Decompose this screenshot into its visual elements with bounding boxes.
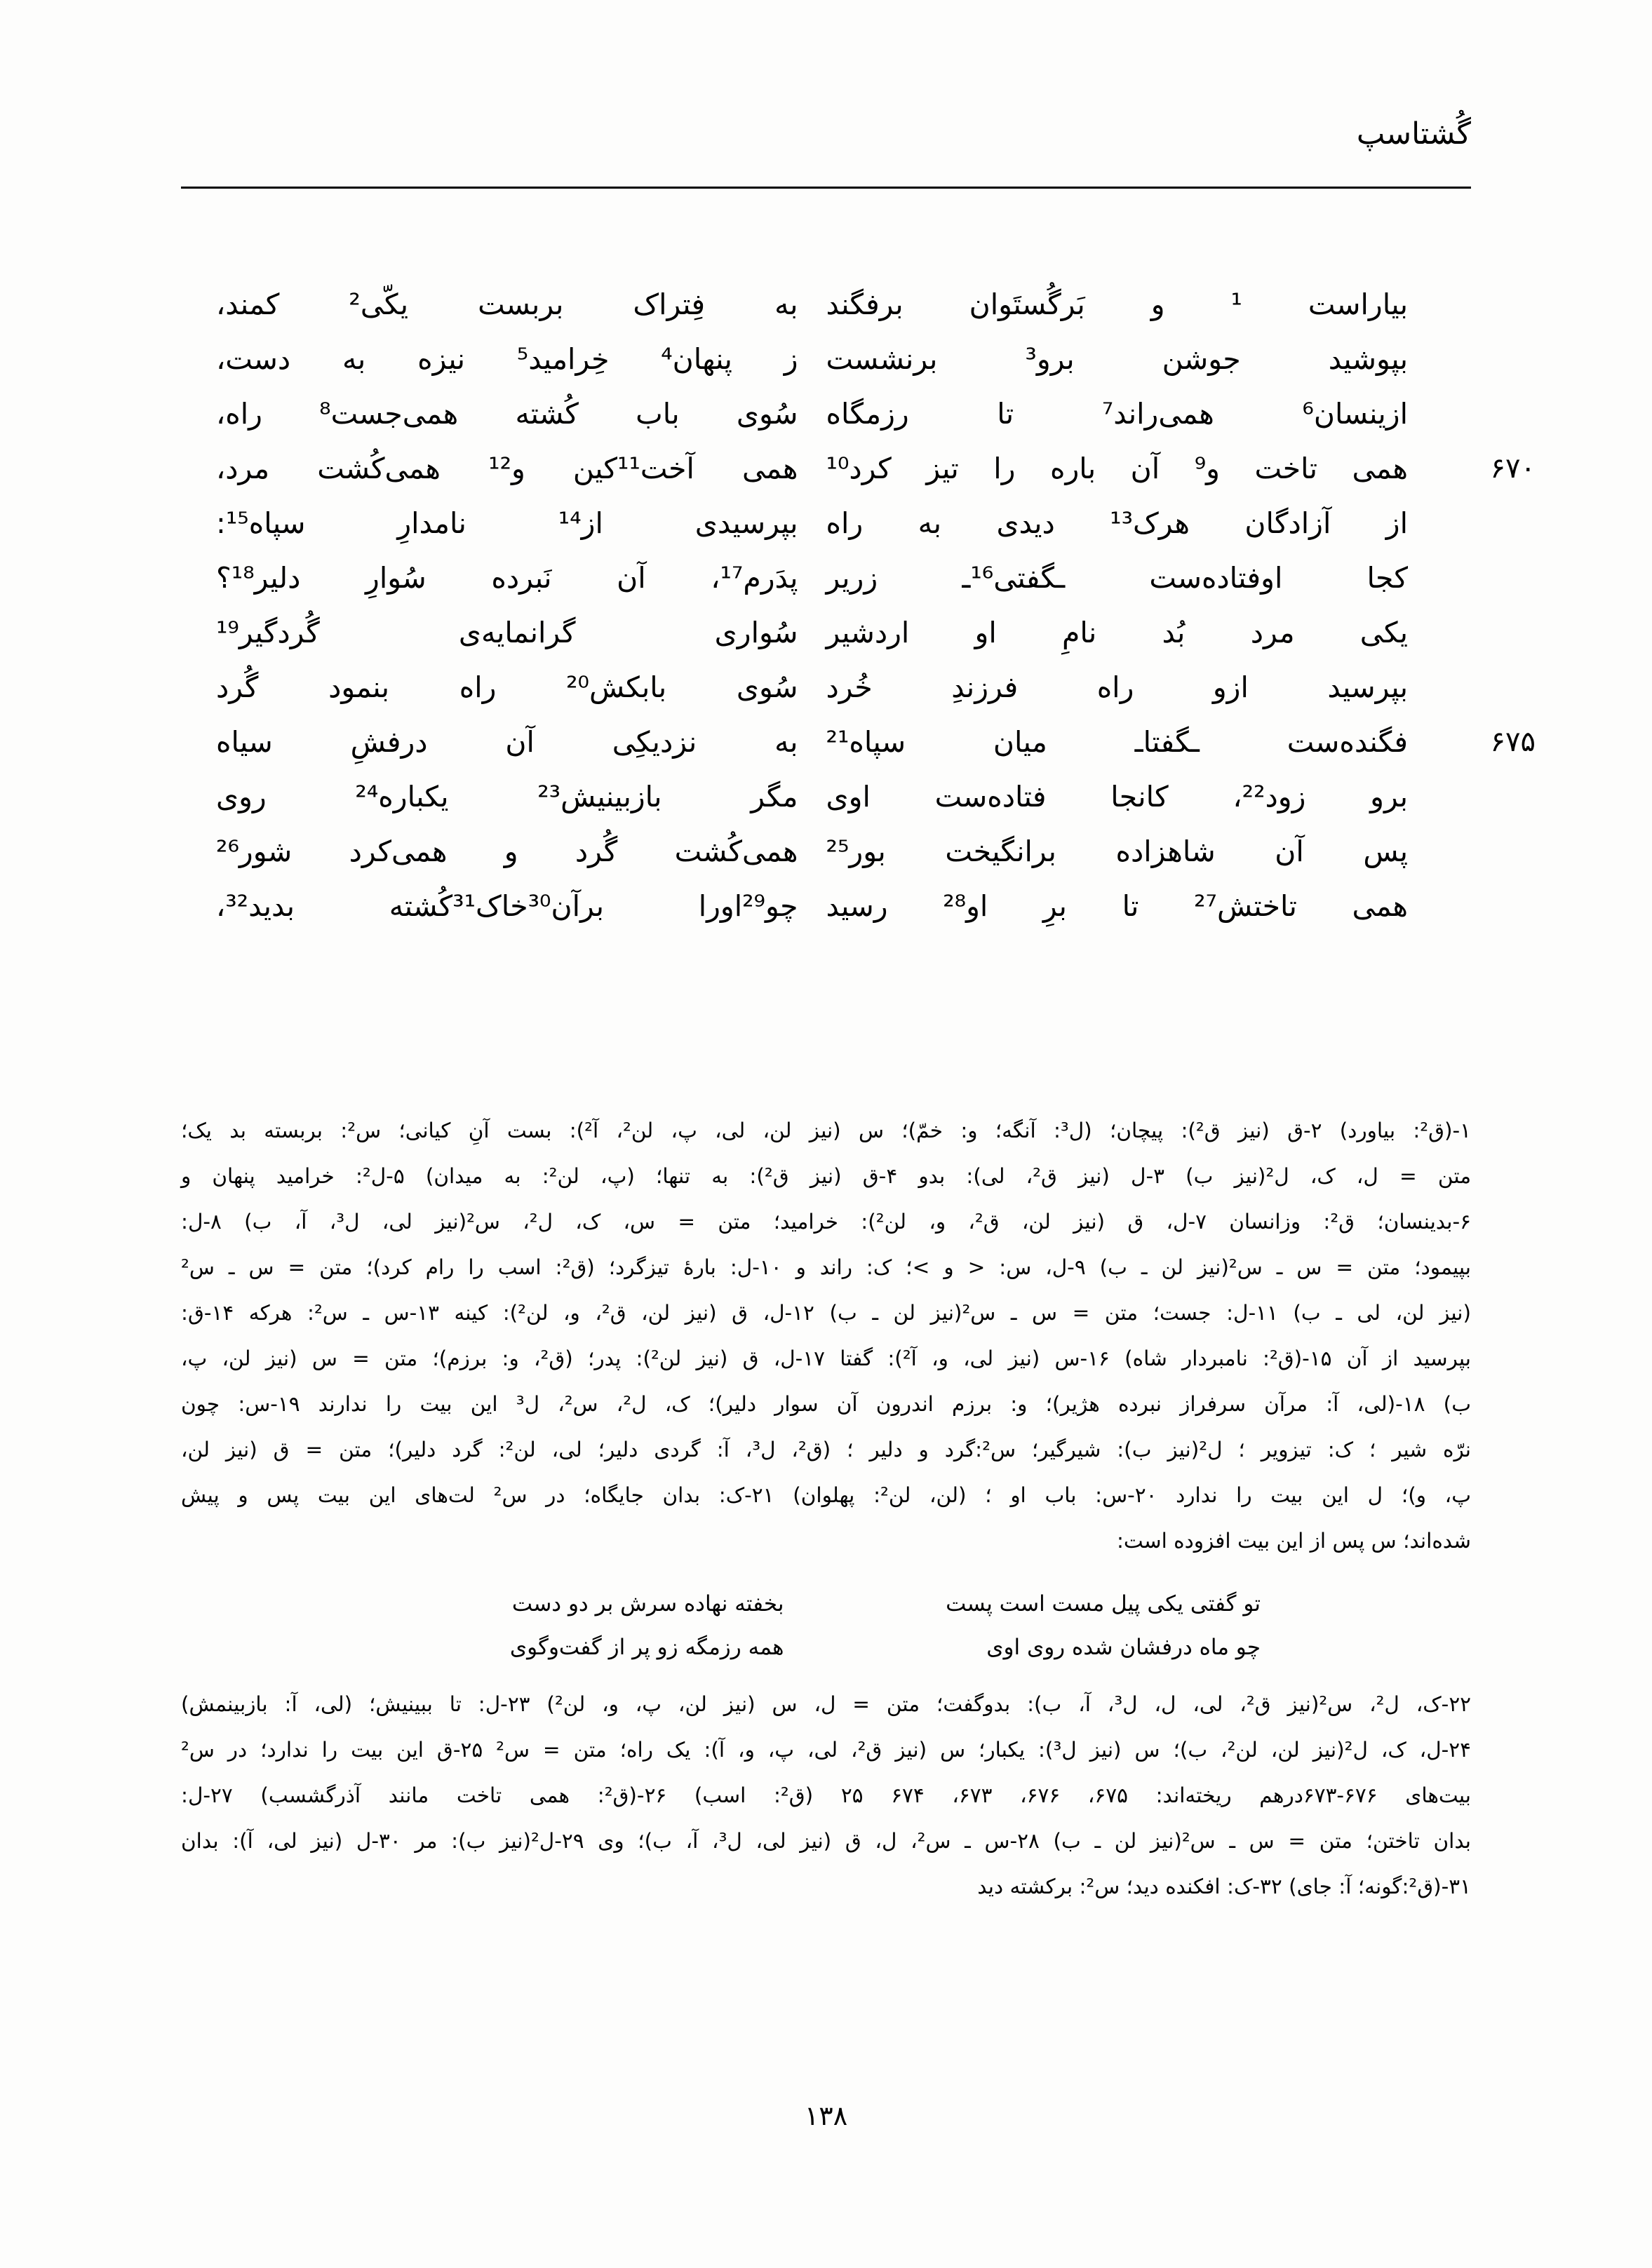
- verse-word: باب: [636, 397, 680, 431]
- apparatus-line: ب) ۱۸-(لی، آ: مرآن سرفراز نبرده هژیر)؛ و: برزم اندرون آن سوار دلیر)؛ ک، ل²، س²، ل³ این بیت را ندارند ۱۹-س: چون: [181, 1392, 1471, 1416]
- verse-hemistich-right: [826, 551, 1472, 605]
- verse-word: ازو: [1212, 670, 1249, 704]
- verse-word: آن: [1130, 452, 1160, 485]
- verse-hemistich-left: [181, 605, 826, 660]
- apparatus-line: بپیمود؛ متن = س ـ س²(نیز لن ـ ب) ۹-ل، س: < و >؛ ک: راند و ۱۰-ل: بارهٔ تیزگرد؛ (ق²: اسب را رام کرد)؛ متن = س ـ س²: [181, 1255, 1472, 1279]
- verse-word: و: [1150, 288, 1165, 321]
- verse-word: سُوی: [736, 670, 798, 704]
- verse-word: را: [993, 452, 1016, 485]
- apparatus-line: بیت‌های ۶۷۶-۶۷۳درهم ریخته‌اند: ۶۷۵، ۶۷۶، ۶۷۳، ۶۷۴ ۲۵ (ق²: اسب) ۲۶-(ق²: همی تاخت مانند آذرگشسب) ۲۷-ل:: [181, 1783, 1471, 1807]
- verse-hemistich-left: [181, 769, 826, 824]
- verse-word: بربست: [478, 288, 564, 321]
- verse-word: او²⁸: [943, 889, 988, 923]
- verse-word: کانجا: [1110, 780, 1169, 814]
- verse-word: دست،: [216, 342, 291, 376]
- verse-hemistich-left: [181, 496, 826, 551]
- verse-word: آن: [1275, 835, 1304, 868]
- verse-word: راه: [459, 670, 497, 704]
- apparatus-line: ۶-بدینسان؛ ق²: وزانسان ۷-ل، ق (نیز لن، ق²، و، لن²): خرامید؛ متن = س، ک، ل²، س²(نیز لی، ل³، آ، ب) ۸-ل:: [181, 1210, 1471, 1234]
- running-head-rule: [181, 187, 1471, 189]
- verse-word: نامِ: [1061, 616, 1097, 649]
- apparatus-line: شده‌اند؛ س پس از این بیت افزوده است:: [1116, 1529, 1471, 1553]
- verse-word: شاهزاده: [1115, 835, 1216, 868]
- verse-hemistich-left: [181, 660, 826, 715]
- verse-word: اردشیر: [826, 616, 910, 649]
- verse-word: همی‌راند⁷: [1101, 397, 1214, 431]
- verse-word: به: [774, 725, 798, 759]
- verse-word: و: [504, 835, 518, 868]
- apparatus-line: بپرسید از آن ۱۵-(ق²: نامبردار شاه) ۱۶-س (نیز لی، و، آ²): گفتا ۱۷-ل، ق (نیز لن²): پدر؛ (ق²، و: برزم)؛ متن = س (نیز لن، پ،: [181, 1346, 1472, 1370]
- verse-couplet: [181, 824, 1471, 879]
- verse-word: گُرد: [575, 835, 618, 868]
- verse-word: بازبینیش²³: [537, 780, 662, 814]
- apparatus-line: ۲۴-ل، ک، ل²(نیز لن، لن²، ب)؛ س (نیز ل³): یکبار؛ س (نیز ق²، لی، پ، و، آ): یک راه؛ متن = س² ۲۵-ق این بیت را ندارد؛ در س²: [181, 1738, 1471, 1762]
- verse-hemistich-left: [181, 715, 826, 769]
- verse-word: گُردگیر¹⁹: [216, 616, 320, 649]
- verse-word: سُوی: [736, 397, 798, 431]
- verse-word: بدید³²،: [216, 889, 295, 923]
- verse-word: بیاراست: [1308, 288, 1408, 321]
- verse-word: گرانمایه‌ی: [458, 616, 576, 649]
- verse-word: و¹²: [488, 452, 525, 485]
- verse-word: از¹⁴: [558, 506, 603, 540]
- verse-word: ¹: [1230, 288, 1242, 321]
- verse-word: برآن³⁰خاک³¹کُشته: [389, 889, 604, 923]
- verse-word: تا: [1122, 889, 1139, 923]
- apparatus-quoted-couplet: [181, 1582, 1471, 1626]
- verse-word: تیز: [926, 452, 959, 485]
- verse-word: برانگیخت: [945, 835, 1056, 868]
- folio-number: ۱۳۸: [804, 2100, 848, 2131]
- verse-word: دیدی: [996, 506, 1055, 540]
- verse-couplet: [181, 769, 1471, 824]
- verse-word: یکّی²: [349, 288, 409, 321]
- verse-hemistich-right: [826, 879, 1472, 933]
- apparatus-line: (نیز لن، لی ـ ب) ۱۱-ل: جست؛ متن = س ـ س²(نیز لن ـ ب) ۱۲-ل، ق (نیز لن، ق²، و، لن²): کینه ۱۳-س ـ س²: هرکه ۱۴-ق:: [181, 1301, 1471, 1325]
- verse-word: بپرسید: [1327, 670, 1408, 704]
- verse-word: سُواری: [714, 616, 798, 649]
- verse-block: [181, 277, 1536, 933]
- verse-couplet: [181, 441, 1536, 496]
- verse-word: نَبرده: [491, 561, 552, 595]
- verse-word: جوشن: [1162, 342, 1241, 376]
- verse-word: اوفتاده‌ست: [1149, 561, 1283, 595]
- verse-hemistich-right: [826, 715, 1536, 769]
- critical-apparatus: [181, 1108, 1471, 1910]
- verse-word: زود²²،: [1233, 780, 1306, 814]
- verse-word: میان: [993, 725, 1047, 759]
- verse-word: مرد: [1250, 616, 1295, 649]
- verse-word: چو²⁹اورا: [698, 889, 798, 923]
- verse-word: بور²⁵: [826, 835, 886, 868]
- verse-word: راه،: [216, 397, 262, 431]
- verse-word: خُرد: [826, 670, 873, 704]
- verse-word: هرک¹³: [1110, 506, 1190, 540]
- running-head: [181, 116, 1471, 203]
- verse-word: رسید: [826, 889, 888, 923]
- verse-hemistich-right: [826, 277, 1472, 332]
- verse-hemistich-right: [826, 386, 1472, 441]
- apparatus-quoted-hemistich-right: چو ماه درفشان شده روی اوی: [986, 1635, 1261, 1660]
- verse-word: دلیر¹⁸؟: [216, 561, 301, 595]
- verse-hemistich-right: [826, 769, 1472, 824]
- verse-word: پنهان⁴: [661, 342, 732, 376]
- verse-couplet: [181, 332, 1471, 386]
- verse-word: همی‌کُشت: [317, 452, 441, 485]
- verse-word: ازینسان⁶: [1302, 397, 1408, 431]
- verse-word: ـگفتاـ: [1134, 725, 1200, 759]
- verse-word: فرزندِ: [951, 670, 1019, 704]
- verse-word: گُرد: [216, 670, 259, 704]
- verse-word: کُشته: [515, 397, 579, 431]
- verse-hemistich-left: [181, 824, 826, 879]
- verse-word: بپوشید: [1328, 342, 1408, 376]
- verse-word: زریر: [826, 561, 878, 595]
- verse-word: راه: [1096, 670, 1134, 704]
- verse-word: بپرسیدی: [694, 506, 798, 540]
- verse-word: راه: [826, 506, 864, 540]
- verse-word: باره: [1049, 452, 1096, 485]
- verse-word: اوی: [826, 780, 871, 814]
- verse-word: برو: [1370, 780, 1408, 814]
- apparatus-quoted-hemistich-left: بخفته نهاده سرش بر دو دست: [511, 1591, 784, 1616]
- apparatus-quoted-hemistich-left: همه رزمگه زو پر از گفت‌وگوی: [509, 1635, 784, 1660]
- verse-hemistich-left: [181, 441, 826, 496]
- verse-word: یکی: [1359, 616, 1408, 649]
- verse-couplet: [181, 277, 1471, 332]
- verse-number: ۶۷۰: [1490, 452, 1536, 485]
- verse-hemistich-right: [826, 605, 1472, 660]
- verse-word: برِ: [1042, 889, 1067, 923]
- verse-word: بُد: [1162, 616, 1186, 649]
- verse-word: ز: [784, 342, 798, 376]
- verse-word: همی‌کرد: [349, 835, 448, 868]
- verse-word: بنمود: [328, 670, 390, 704]
- verse-word: مرد،: [216, 452, 270, 485]
- verse-word: سپاه¹⁵:: [216, 506, 306, 540]
- verse-word: تاختش²⁷: [1194, 889, 1297, 923]
- verse-word: کرد¹⁰: [826, 452, 892, 485]
- verse-hemistich-right: [826, 496, 1472, 551]
- verse-word: به: [342, 342, 366, 376]
- verse-couplet: [181, 879, 1471, 933]
- apparatus-line: ۲۲-ک، ل²، س²(نیز ق²، لی، ل، ل³، آ، ب): بدوگفت؛ متن = ل، س (نیز لن، پ، و، لن²) ۲۳-ل: تا ببینیش؛ (لی، آ: بازبینمش): [181, 1692, 1472, 1716]
- apparatus-quoted-hemistich-right: تو گفتی یکی پیل مست است پست: [946, 1591, 1261, 1616]
- verse-word: کجا: [1366, 561, 1408, 595]
- verse-couplet: [181, 715, 1536, 769]
- verse-hemistich-left: [181, 332, 826, 386]
- running-head-title: گُشتاسپ: [1356, 116, 1471, 151]
- verse-word: همی‌کُشت: [674, 835, 798, 868]
- verse-word: آزادگان: [1244, 506, 1331, 540]
- verse-word: برفگند: [826, 288, 904, 321]
- verse-word: از: [1385, 506, 1408, 540]
- verse-word: سیاه: [216, 725, 273, 759]
- verse-word: نیزه: [417, 342, 465, 376]
- verse-couplet: [181, 660, 1471, 715]
- verse-word: کمند،: [216, 288, 280, 321]
- verse-number: ۶۷۵: [1490, 726, 1536, 758]
- apparatus-line: ۳۱-(ق²:گونه؛ آ: جای) ۳۲-ک: افکنده دید؛ س²: برکشته دید: [977, 1875, 1471, 1898]
- verse-word: همی‌جست⁸: [319, 397, 459, 431]
- apparatus-line: نرّه شیر ؛ ک: تیزویر ؛ ل²(نیز ب): شیرگیر؛ س²:گرد و دلیر ؛ (ق²، ل³، آ: گردی دلیر؛ لی، لن²: گرد دلیر)؛ متن = ق (نیز لن،: [181, 1438, 1471, 1462]
- verse-word: تاخت: [1254, 452, 1317, 485]
- verse-word: نامدارِ: [397, 506, 466, 540]
- verse-word: برو³: [1025, 342, 1075, 376]
- apparatus-line: پ، و)؛ ل این بیت را ندارد ۲۰-س: باب او ؛ (لن، لن²: پهلوان) ۲۱-ک: بدان جایگاه؛ در س² لت‌های این بیت پس و پیش: [181, 1483, 1471, 1507]
- apparatus-line: ۱-(ق²: بیاورد) ۲-ق (نیز ق²): پیچان؛ (ل³: آنگه؛ و: خمّ)؛ س (نیز لن، لی، پ، لن²، آ²): بست آنِ کیانی؛ س²: بربسته بد یک؛: [181, 1119, 1471, 1142]
- verse-word: یکباره²⁴: [355, 780, 449, 814]
- verse-hemistich-left: [181, 277, 826, 332]
- verse-word: سُوارِ: [365, 561, 427, 595]
- verse-word: فِتراک: [633, 288, 706, 321]
- apparatus-line: متن = ل، ک، ل²(نیز ب) ۳-ل (نیز ق²، لی): بدو ۴-ق (نیز ق²): به تنها؛ (پ، لن²: به میدان) ۵-ل²: خرامید پنهان و: [181, 1164, 1472, 1188]
- verse-word: آخت¹¹کین: [572, 452, 694, 485]
- verse-word: آن: [617, 561, 646, 595]
- verse-word: آن: [505, 725, 535, 759]
- verse-word: بَرگُستَوان: [969, 288, 1085, 321]
- verse-word: روی: [216, 780, 267, 814]
- verse-hemistich-left: [181, 386, 826, 441]
- verse-word: پس: [1363, 835, 1408, 868]
- verse-word: پدَرم¹⁷،: [711, 561, 798, 595]
- apparatus-quoted-couplet: [181, 1626, 1471, 1669]
- apparatus-line: بدان تاختن؛ متن = س ـ س²(نیز لن ـ ب) ۲۸-س ـ س²، ل، ق (نیز لی، ل³، آ، ب)؛ وی ۲۹-ل²(نیز ب): مر ۳۰-ل (نیز لی، آ): بدان: [181, 1829, 1472, 1853]
- verse-couplet: [181, 386, 1471, 441]
- verse-word: رزمگاه: [826, 397, 909, 431]
- verse-hemistich-right: [826, 824, 1472, 879]
- verse-word: به: [918, 506, 942, 540]
- verse-word: برنشست: [826, 342, 938, 376]
- verse-word: فتاده‌ست: [934, 780, 1047, 814]
- verse-couplet: [181, 551, 1471, 605]
- verse-word: همی: [742, 452, 798, 485]
- verse-word: همی: [1352, 889, 1408, 923]
- verse-word: تا: [997, 397, 1014, 431]
- verse-word: ـگفتی¹⁶ـ: [962, 561, 1066, 595]
- verse-word: همی: [1352, 452, 1408, 485]
- verse-word: مگر: [751, 780, 798, 814]
- verse-word: سپاه²¹: [826, 725, 906, 759]
- verse-hemistich-right: [826, 660, 1472, 715]
- verse-word: نزدیکِی: [612, 725, 697, 759]
- verse-hemistich-right: [826, 441, 1536, 496]
- verse-word: شور²⁶: [216, 835, 293, 868]
- verse-hemistich-left: [181, 879, 826, 933]
- verse-word: و⁹: [1194, 452, 1220, 485]
- verse-word: او: [974, 616, 997, 649]
- verse-word: فگنده‌ست: [1287, 725, 1408, 759]
- verse-couplet: [181, 496, 1471, 551]
- verse-word: درفشِ: [350, 725, 428, 759]
- verse-word: به: [774, 288, 798, 321]
- verse-word: خِرامید⁵: [516, 342, 610, 376]
- verse-couplet: [181, 605, 1471, 660]
- apparatus-quoted-couplets: [181, 1582, 1471, 1669]
- verse-hemistich-right: [826, 332, 1472, 386]
- verse-hemistich-left: [181, 551, 826, 605]
- verse-word: بابکش²⁰: [566, 670, 667, 704]
